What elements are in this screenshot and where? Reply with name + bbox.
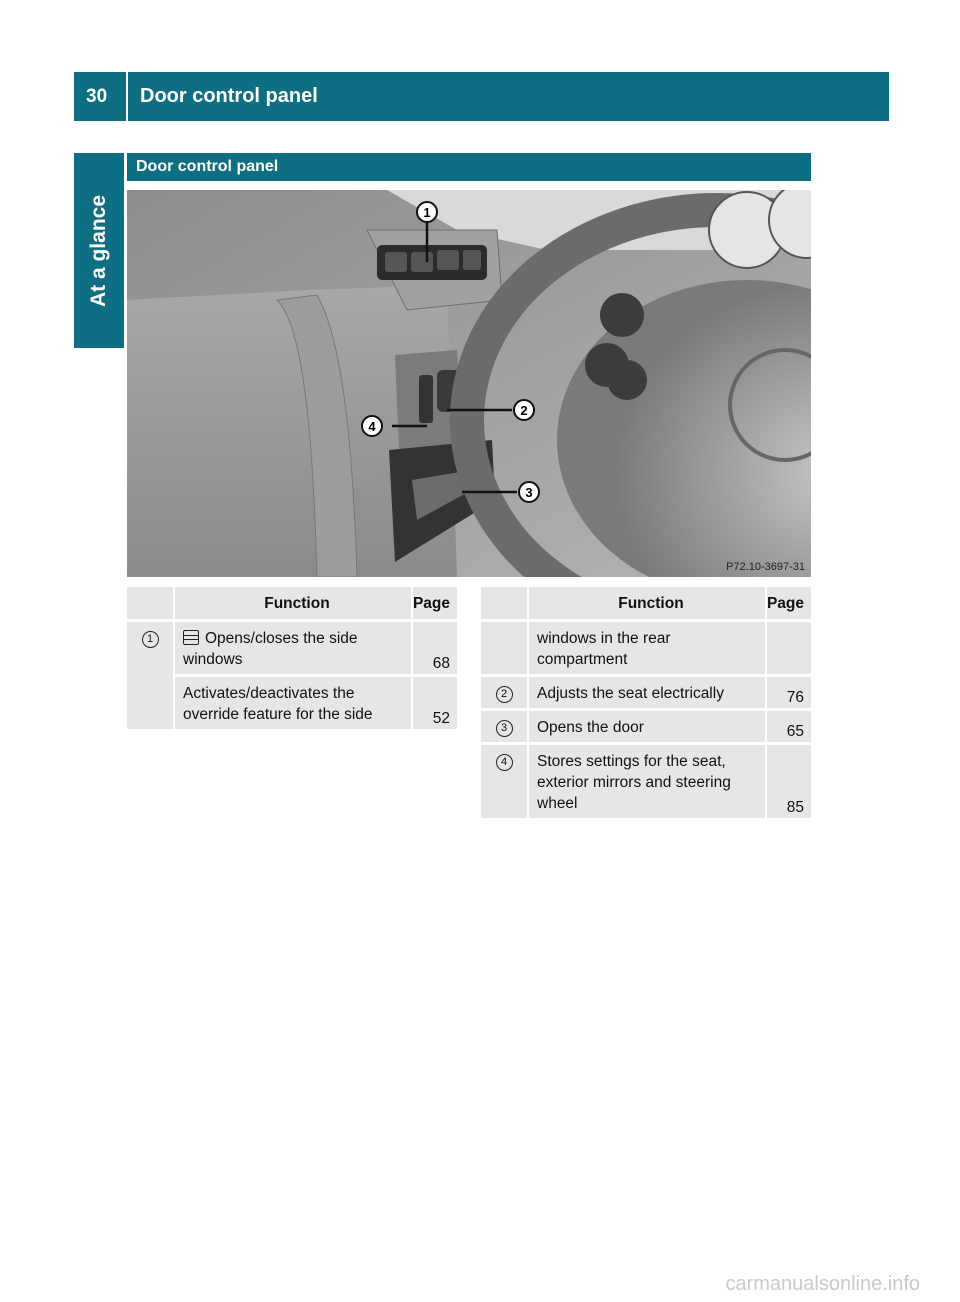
chapter-title: Door control panel [140, 85, 318, 107]
header-function: Function [529, 587, 767, 622]
page-ref: 85 [767, 745, 811, 821]
callout-2 [514, 400, 534, 420]
svg-text:3: 3 [525, 485, 533, 500]
function-text: Stores settings for the seat, exterior mirrors and steering wheel [537, 753, 731, 812]
table-row [481, 677, 811, 711]
callout-3 [519, 482, 539, 502]
function-table-right [481, 587, 811, 821]
callout-1 [417, 202, 437, 222]
table-row [127, 677, 457, 732]
function-text: windows in the rear compartment [537, 630, 671, 668]
row-number: 4 [496, 754, 513, 771]
row-number: 1 [142, 631, 159, 648]
watermark: carmanualsonline.info [725, 1273, 920, 1295]
row-number: 3 [496, 720, 513, 737]
function-text: Activates/deactivates the override feature for the side [183, 685, 373, 723]
header-page: Page [767, 587, 811, 622]
function-table-left [127, 587, 457, 732]
table-header [127, 587, 457, 622]
header-function: Function [175, 587, 413, 622]
row-number: 2 [496, 686, 513, 703]
callout-4 [362, 416, 382, 436]
function-text: Opens/closes the side windows [183, 630, 358, 668]
svg-text:2: 2 [520, 403, 528, 418]
table-header [481, 587, 811, 622]
page-ref: 52 [413, 677, 457, 732]
figure-credit: P72.10-3697-31 [726, 561, 805, 573]
header-page: Page [413, 587, 457, 622]
header-number [481, 587, 529, 622]
page-number: 30 [86, 85, 108, 107]
header-number [127, 587, 175, 622]
table-row [127, 622, 457, 677]
table-row [481, 745, 811, 821]
side-tab-label: At a glance [87, 194, 111, 307]
window-icon [183, 630, 199, 645]
section-title: Door control panel [127, 153, 811, 181]
door-panel-photo [127, 190, 811, 577]
page-ref: 68 [413, 622, 457, 677]
row-number [481, 622, 529, 677]
page-ref [767, 622, 811, 677]
table-row [481, 622, 811, 677]
door-panel-illustration [127, 190, 811, 577]
svg-text:4: 4 [368, 419, 376, 434]
running-header [74, 72, 889, 121]
page-ref: 76 [767, 677, 811, 711]
table-row [481, 711, 811, 745]
function-text: Adjusts the seat electrically [537, 685, 724, 702]
page-ref: 65 [767, 711, 811, 745]
svg-text:1: 1 [423, 205, 431, 220]
function-text: Opens the door [537, 719, 644, 736]
